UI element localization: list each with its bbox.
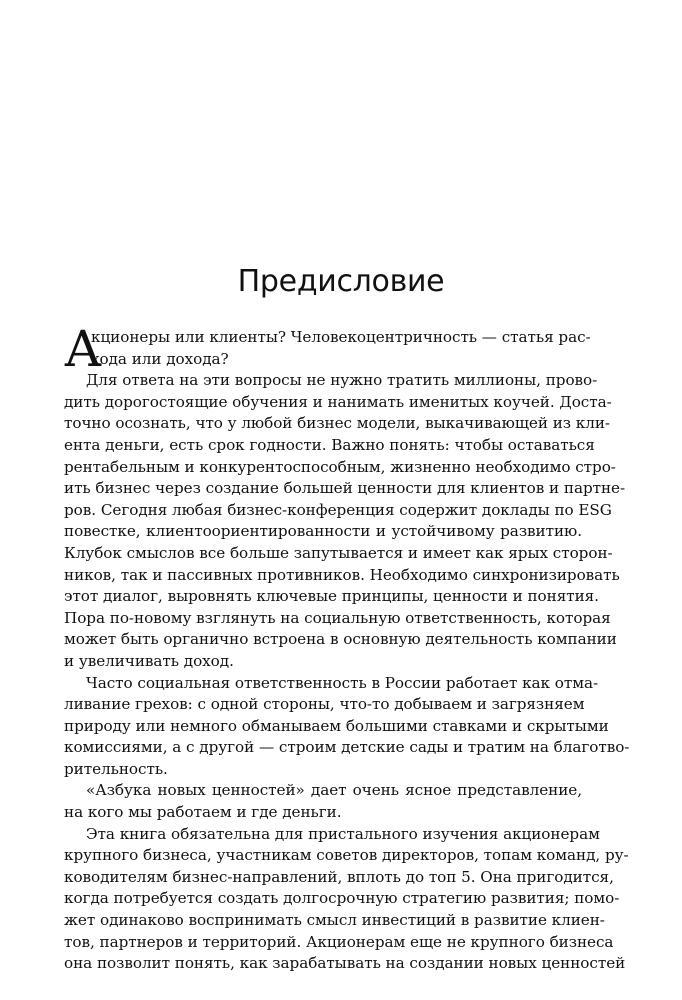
paragraph-2	[64, 370, 626, 672]
text-line: рительность.	[64, 759, 168, 778]
text-line: ить бизнес через создание большей ценности для клиентов и партне-	[64, 479, 626, 498]
text-line: дить дорогостоящие обучения и нанимать именитых коучей. Доста-	[64, 392, 612, 411]
text-line: природу или немного обманываем большими ставками и скрытыми	[64, 716, 609, 735]
text-line: Эта книга обязательна для пристального изучения акционерам	[86, 824, 600, 843]
text-line: Часто социальная ответственность в России работает как отма-	[86, 673, 599, 692]
text-line: «Азбука новых ценностей» дает очень ясное представление,	[86, 781, 582, 800]
text-line: она позволит понять, как зарабатывать на создании новых ценностей	[64, 954, 626, 973]
text-line: крупного бизнеса, участникам советов директоров, топам команд, ру-	[64, 846, 629, 865]
text-line: когда потребуется создать долгосрочную стратегию развития; помо-	[64, 889, 620, 908]
text-line: комиссиями, а с другой — строим детские сады и тратим на благотво-	[64, 738, 630, 757]
text-line: ников, так и пассивных противников. Необходимо синхронизировать	[64, 565, 620, 584]
text-line: точно осознать, что у любой бизнес модели, выкачивающей из кли-	[64, 414, 610, 433]
text-line: этот диалог, выровнять ключевые принципы, ценности и понятия.	[64, 587, 599, 606]
text-line: ливание грехов: с одной стороны, что-то добываем и загрязняем	[64, 695, 585, 714]
paragraph-1	[64, 320, 591, 378]
text-line: рентабельным и конкурентоспособным, жизненно необходимо стро-	[64, 457, 616, 476]
text-line: Пора по-новому взглянуть на социальную ответственность, которая	[64, 608, 611, 627]
drop-cap: А	[64, 320, 102, 378]
chapter-title: Предисловие	[237, 264, 445, 299]
text-line: повестке, клиентоориентированности и устойчивому развитию.	[64, 522, 582, 541]
body-text	[64, 320, 630, 975]
paragraph-5	[64, 824, 629, 975]
text-line: ководителям бизнес-направлений, вплоть до топ 5. Она пригодится,	[64, 867, 614, 886]
text-line: кционеры или клиенты? Человекоцентричность — статья рас-	[91, 328, 591, 346]
text-line: хода или дохода?	[91, 349, 229, 368]
text-line: жет одинаково воспринимать смысл инвестиций в развитие клиен-	[64, 911, 605, 930]
text-line: на кого мы работаем и где деньги.	[64, 803, 342, 822]
text-line: тов, партнеров и территорий. Акционерам еще не крупного бизнеса	[64, 932, 614, 951]
text-line: ента деньги, есть срок годности. Важно понять: чтобы оставаться	[64, 435, 595, 454]
text-line: может быть органично встроена в основную деятельность компании	[64, 630, 617, 649]
paragraph-4	[64, 780, 582, 823]
paragraph-3	[64, 673, 630, 781]
text-line: Для ответа на эти вопросы не нужно тратить миллионы, прово-	[86, 371, 598, 390]
text-line: и увеличивать доход.	[64, 651, 234, 670]
text-line: Клубок смыслов все больше запутывается и имеет как ярых сторон-	[64, 543, 613, 562]
text-line: ров. Сегодня любая бизнес-конференция содержит доклады по ESG	[64, 500, 612, 519]
